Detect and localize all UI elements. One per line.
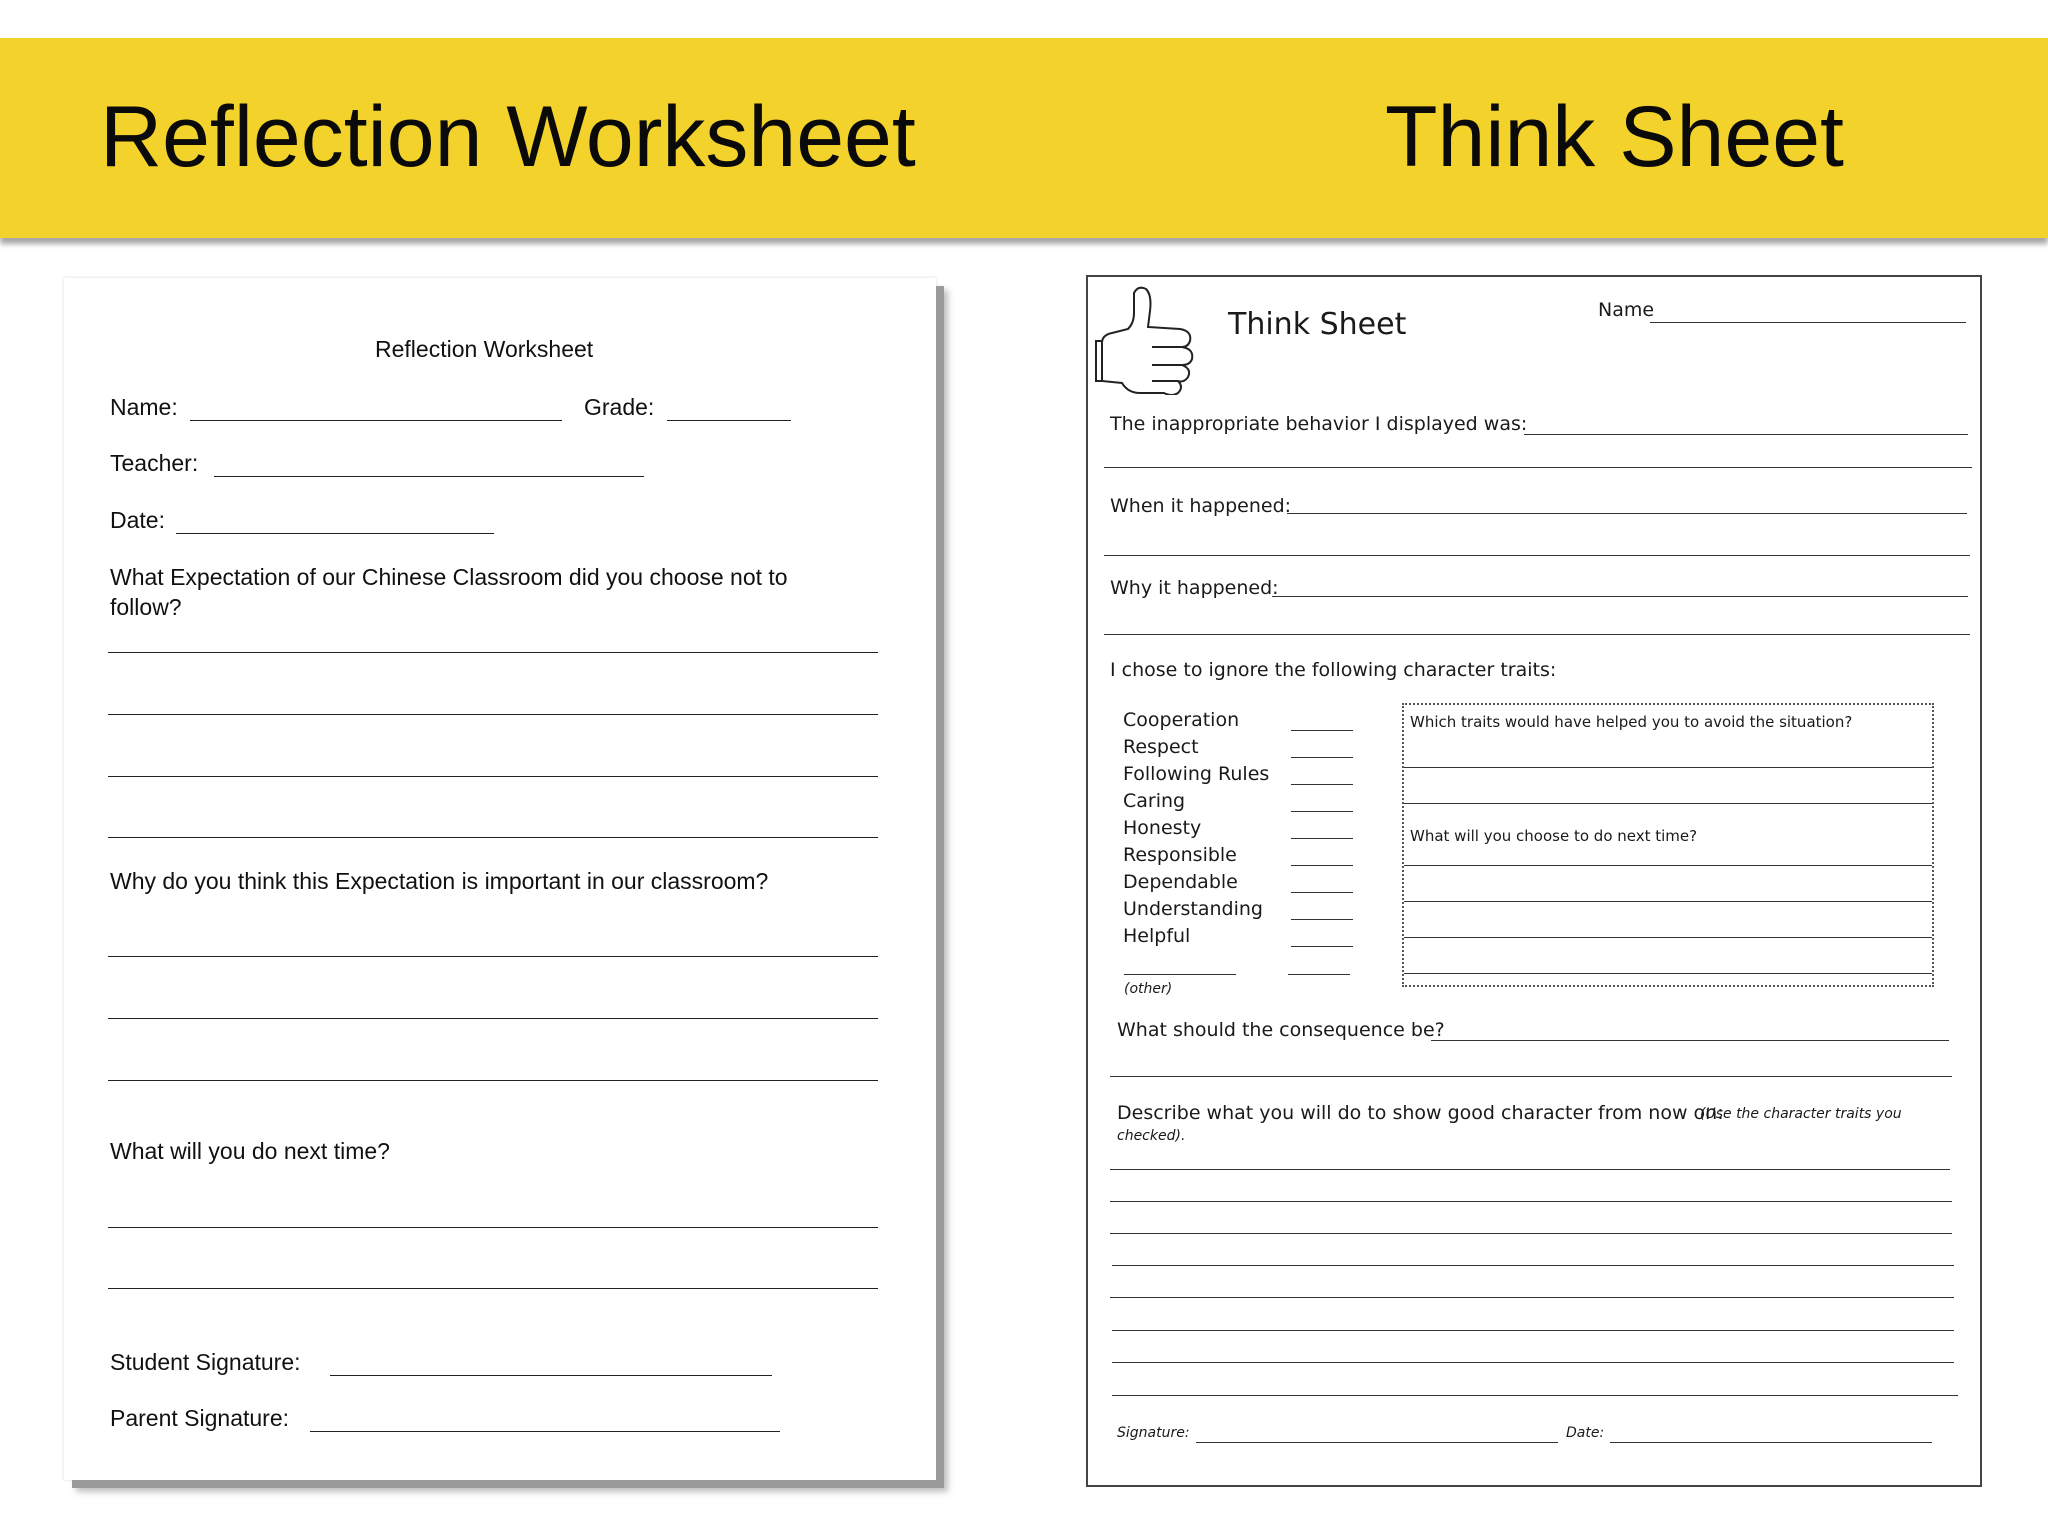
answer-line[interactable]	[108, 714, 878, 715]
think-sheet-heading: Think Sheet	[1228, 307, 1407, 342]
question-next-time: What will you do next time?	[110, 1138, 390, 1164]
answer-line[interactable]	[108, 1018, 878, 1019]
trait-check-line[interactable]	[1291, 730, 1353, 731]
reflection-box	[1402, 703, 1934, 987]
describe-line[interactable]	[1112, 1265, 1954, 1266]
box-answer-line[interactable]	[1404, 973, 1932, 974]
name-label: Name	[1598, 299, 1655, 321]
other-trait-line[interactable]	[1124, 974, 1236, 975]
trait-check-line[interactable]	[1291, 919, 1353, 920]
student-signature-label: Student Signature:	[110, 1349, 301, 1375]
why-line[interactable]	[1104, 634, 1970, 635]
trait-item: Honesty	[1123, 817, 1202, 839]
trait-check-line[interactable]	[1291, 757, 1353, 758]
teacher-field-line[interactable]	[214, 476, 644, 477]
banner-title-reflection-worksheet: Reflection Worksheet	[100, 89, 916, 185]
consequence-line[interactable]	[1431, 1040, 1949, 1041]
grade-label: Grade:	[584, 394, 655, 420]
date-field-line[interactable]	[176, 533, 494, 534]
grade-field-line[interactable]	[667, 420, 791, 421]
trait-item: Responsible	[1123, 844, 1237, 866]
box-answer-line[interactable]	[1404, 767, 1932, 768]
trait-item: Understanding	[1123, 898, 1263, 920]
trait-check-line[interactable]	[1291, 811, 1353, 812]
reflection-worksheet-page	[64, 278, 936, 1480]
question-expectation: What Expectation of our Chinese Classroom did you choose not to	[110, 564, 788, 590]
date-label: Date:	[110, 507, 165, 533]
think-sheet-page	[1086, 275, 1982, 1487]
answer-line[interactable]	[108, 956, 878, 957]
signature-line[interactable]	[1196, 1442, 1558, 1443]
behavior-line[interactable]	[1524, 434, 1968, 435]
thumbs-up-hand-icon	[1094, 283, 1202, 395]
answer-line[interactable]	[108, 776, 878, 777]
describe-note-cont: checked).	[1117, 1128, 1186, 1144]
trait-item: Dependable	[1123, 871, 1238, 893]
teacher-label: Teacher:	[110, 450, 199, 476]
name-field-line[interactable]	[190, 420, 562, 421]
name-field-line[interactable]	[1650, 322, 1966, 323]
answer-line[interactable]	[108, 837, 878, 838]
describe-line[interactable]	[1110, 1233, 1952, 1234]
signature-label: Signature:	[1117, 1425, 1190, 1441]
trait-check-line[interactable]	[1291, 892, 1353, 893]
question-importance: Why do you think this Expectation is important in our classroom?	[110, 868, 769, 894]
box-question-next-time: What will you choose to do next time?	[1410, 827, 1698, 845]
trait-check-line[interactable]	[1291, 865, 1353, 866]
behavior-line[interactable]	[1104, 467, 1972, 468]
describe-line[interactable]	[1110, 1169, 1950, 1170]
answer-line[interactable]	[108, 1288, 878, 1289]
worksheet-heading: Reflection Worksheet	[375, 336, 594, 362]
behavior-label: The inappropriate behavior I displayed was:	[1110, 413, 1528, 435]
why-line[interactable]	[1272, 596, 1968, 597]
trait-check-line[interactable]	[1291, 946, 1353, 947]
trait-check-line[interactable]	[1291, 838, 1353, 839]
title-banner	[0, 38, 2048, 238]
describe-note: (Use the character traits you	[1700, 1106, 1902, 1122]
name-label: Name:	[110, 394, 178, 420]
describe-line[interactable]	[1110, 1297, 1954, 1298]
student-signature-line[interactable]	[330, 1375, 772, 1376]
consequence-line[interactable]	[1110, 1076, 1952, 1077]
date-line[interactable]	[1610, 1442, 1932, 1443]
describe-line[interactable]	[1110, 1201, 1952, 1202]
box-answer-line[interactable]	[1404, 937, 1932, 938]
trait-item: Helpful	[1123, 925, 1191, 947]
parent-signature-label: Parent Signature:	[110, 1405, 290, 1431]
trait-item: Cooperation	[1123, 709, 1240, 731]
answer-line[interactable]	[108, 1080, 878, 1081]
box-answer-line[interactable]	[1404, 865, 1932, 866]
ignore-traits-label: I chose to ignore the following character traits:	[1110, 659, 1557, 681]
box-question-traits: Which traits would have helped you to avoid the situation?	[1410, 713, 1853, 731]
when-label: When it happened:	[1110, 495, 1292, 517]
when-line[interactable]	[1287, 513, 1967, 514]
box-answer-line[interactable]	[1404, 901, 1932, 902]
answer-line[interactable]	[108, 1227, 878, 1228]
other-label: (other)	[1124, 981, 1173, 997]
date-label: Date:	[1566, 1425, 1605, 1441]
why-label: Why it happened:	[1110, 577, 1279, 599]
describe-label: Describe what you will do to show good character from now on:	[1117, 1102, 1724, 1124]
trait-check-line[interactable]	[1291, 784, 1353, 785]
describe-line[interactable]	[1112, 1362, 1954, 1363]
describe-line[interactable]	[1112, 1395, 1958, 1396]
box-answer-line[interactable]	[1404, 803, 1932, 804]
describe-line[interactable]	[1112, 1330, 1954, 1331]
question-expectation-cont: follow?	[110, 594, 182, 620]
trait-item: Following Rules	[1123, 763, 1270, 785]
when-line[interactable]	[1104, 555, 1970, 556]
trait-item: Respect	[1123, 736, 1199, 758]
banner-title-think-sheet: Think Sheet	[1385, 89, 1844, 185]
parent-signature-line[interactable]	[310, 1431, 780, 1432]
trait-item: Caring	[1123, 790, 1186, 812]
consequence-label: What should the consequence be?	[1117, 1019, 1445, 1041]
answer-line[interactable]	[108, 652, 878, 653]
trait-check-line[interactable]	[1288, 974, 1350, 975]
